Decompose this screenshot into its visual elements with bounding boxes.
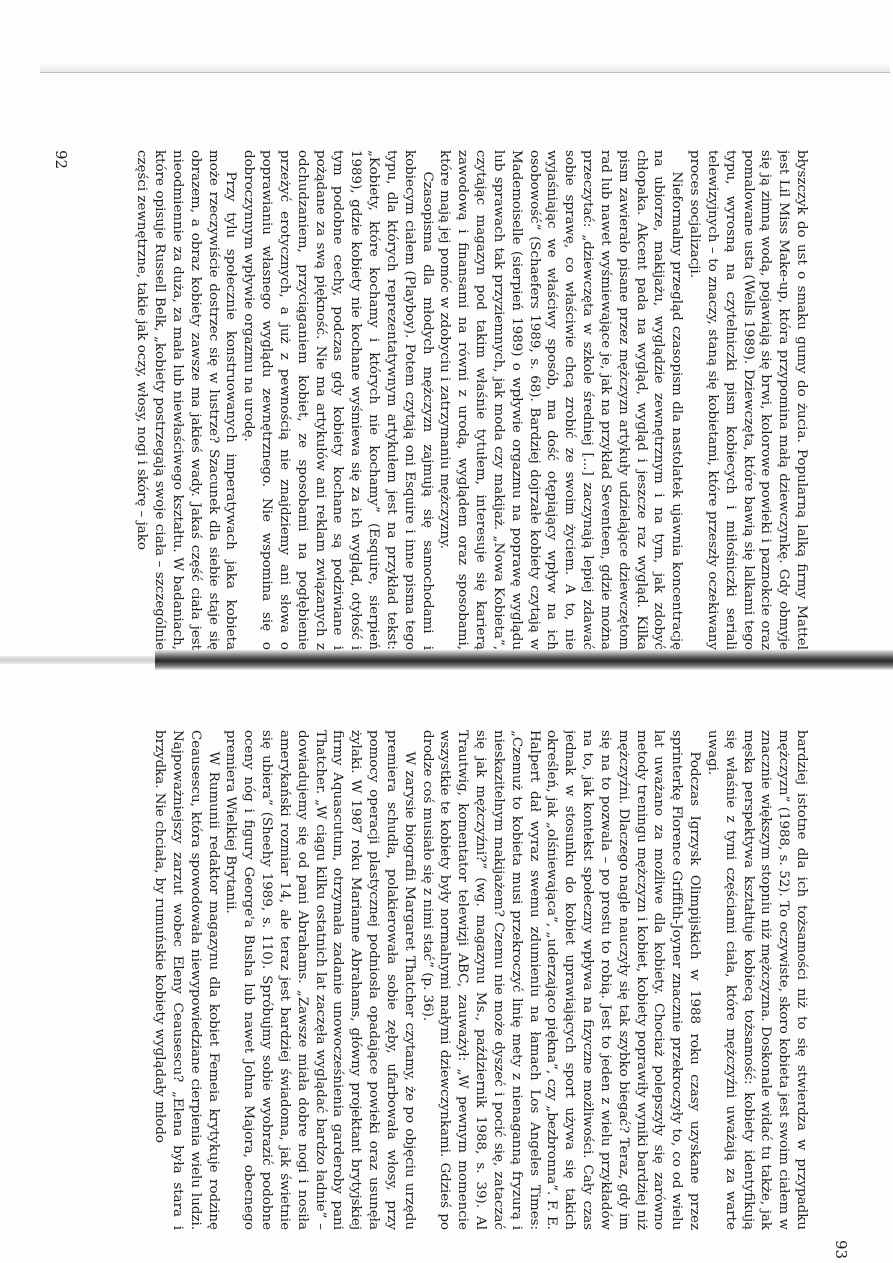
page-92-text [90, 150, 810, 650]
paragraph: bardziej istotne dla ich tożsamości niż to się stwierdza w przypadku mężczyzn” (1988, s. 52). To oczywiste, skoro kobieta jest swoim ciałem w znacznie większym stopniu niż mężczyzna. Doskonale widać tu także, jak męska perspektywa kształtuje kobiecą tożsamość: kobiety identyfikują się właśnie z tymi częściami ciała, które mężczyźni uważają za warte uwagi. [704, 730, 809, 1230]
paragraph: błyszczyk do ust o smaku gumy do żucia. Popularną lalką firmy Mattel jest Lil Miss Make-up, która przypomina małą dziewczynkę. Gdy obmyje się ją zimną wodą, pojawiają się brwi, kolorowe powieki i paznokcie oraz pomalowane usta (Wells 1989). Dziewczęta, które bawią się lalkami tego typu, wyrosną na czytelniczki pism kobiecych i miłośniczki seriali telewizyjnych – to znaczy, staną się kobietami, które przeszły oczekiwany proces socjalizacji. [687, 150, 809, 650]
paragraph: W zarysie biografii Margaret Thatcher czytamy, że po objęciu urzędu premiera schudła, polakierowała sobie zęby, ufarbowała włosy, przy pomocy operacji plastycznej podniosła opadające powieki oraz usunęła żylaki. W 1987 roku Marianne Abrahams, główny projektant brytyjskiej firmy Aquascutum, otrzymała zadanie unowocześnienia garderoby pani Thatcher. „W ciągu kilku ostatnich lat zaczęła wyglądać bardzo ładnie” – dowiadujemy się od pani Abrahams. „Zawsze miała dobre nogi i nosiła amerykański rozmiar 14, ale teraz jest bardziej świadoma, jak świetnie się ubiera” (Sheehy 1989, s. 110). Spróbujmy sobie wyobrazić podobne oceny nóg i figury George'a Busha lub nawet Johna Majora, obecnego premiera Wielkiej Brytanii. [223, 730, 417, 1230]
scan-edge [40, 42, 890, 73]
book-spine [155, 650, 893, 670]
page-92 [90, 150, 810, 650]
page-93 [90, 730, 810, 1230]
paragraph: W Rumunii redaktor magazynu dla kobiet Femeia krytykuje rodzinę Ceausescu, która spowodowała niewypowiedziane cierpienia wielu ludzi. Najpoważniejszy zarzut wobec Eleny Ceausescu? „Elena była stara i brzydka. Nie chciała, by rumuńskie kobiety wyglądały młodo [152, 730, 221, 1230]
paragraph: Czasopisma dla młodych mężczyzn zajmują się samochodami i kobiecym ciałem (Playboy). Potem czytają oni Esquire i inne pisma tego typu, dla których reprezentatywnym artykułem jest na przykład tekst: „Kobiety, które kochamy i których nie kochamy” (Esquire, sierpień 1989), gdzie kobiety nie kochane wyśmiewa się za ich wygląd, otyłość i tym podobne cechy, podczas gdy kobiety kochane są podziwiane i pożądane za swą piękność. Nie ma artykułów ani reklam związanych z odchudzaniem, przyciąganiem kobiet, ze sposobami na pogłębienie przeżyć erotycznych, a już z pewnością nie znajdziemy ani słowa o poprawianiu własnego wyglądu zewnętrznego. Nie wspomina się o dobroczynnym wpływie orgazmu na urodę. [241, 150, 435, 650]
paragraph: Przy tylu społecznie konstruowanych imperatywach jaka kobieta może rzeczywiście dostrzec się w lustrze? Szacunek dla siebie staje się obrazem, a obraz kobiety zawsze ma jakieś wady. Jakaś część ciała jest nieodmiennie za duża, za mała lub niewłaściwego kształtu. W badaniach, które opisuje Russell Belk, „kobiety postrzegają swoje ciała – szczególnie części zewnętrzne, takie jak oczy, włosy, nogi i skórę – jako [134, 150, 239, 650]
page-number: 92 [52, 150, 70, 170]
page-93-text [90, 730, 810, 1230]
paragraph: Nieformalny przegląd czasopism dla nastolatek ujawnia koncentrację na ubiorze, makijażu, wyglądzie zewnętrznym i na tym, jak zdobyć chłopaka. Akcent pada na wygląd, wygląd i jeszcze raz wygląd. Kilka pism zawierało pisane przez mężczyzn artykuły udzielające dziewczętom rad lub nawet wyśmiewające je, jak na przykład Seventeen, gdzie można przeczytać: „dziewczęta w szkole średniej [...] zaczynają lepiej zdawać sobie sprawę, co właściwie chcą zrobić ze swoim życiem. A to, nie wyjaśniając we właściwy sposób, ma dość otępiający wpływ na ich osobowość” (Schaefers 1989, s. 68). Bardziej dojrzałe kobiety czytają w Mademoiselle (sierpień 1989) o wpływie orgazmu na poprawę wyglądu lub sprawach tak przyziemnych, jak moda czy makijaż. „Nowa Kobieta”, czytając magazyn pod takim właśnie tytułem, interesuje się karierą zawodową i finansami na równi z urodą, wyglądem oraz sposobami, które mają jej pomóc w zdobyciu i zatrzymaniu mężczyzny. [437, 150, 685, 650]
paragraph: Podczas Igrzysk Olimpijskich w 1988 roku czasy uzyskane przez sprinterkę Florence Griffith-Joyner znacznie przekroczyły to, co od wielu lat uważano za możliwe dla kobiety. Chociaż polepszyły się zarówno metody treningu mężczyzn i kobiet, kobiety poprawiły wyniki bardziej niż mężczyźni. Dlaczego nagle nauczyły się tak szybko biegać? Teraz, gdy im się na to pozwala – po prostu to robią. Jest to jeden z wielu przykładów na to, jak kontekst społeczny wpływa na fizyczne możliwości. Cały czas jednak w stosunku do kobiet uprawiających sport używa się takich określeń, jak „olśniewająca”, „uderzająco piękna”, czy „bezbronna”. F. E. Halpert dał wyraz swemu zdumieniu na łamach Los Angeles Times: „Czemuż to kobieta musi przekroczyć linię mety z nienaganną fryzurą i nieskazitelnym makijażem? Czemu nie może dyszeć i pocić się, zataczać się jak mężczyźni?” (wg. magazynu Ms., październik 1988, s. 39). Al Trautwig, komentator telewizji ABC, zauważył: „W pewnym momencie wszystkie te kobiety były normalnymi małymi dziewczynkami. Gdzieś po drodze coś musiało się z nimi stać” (p. 36). [419, 730, 703, 1230]
spine-shadow [0, 656, 160, 664]
page-number: 93 [832, 1240, 850, 1260]
